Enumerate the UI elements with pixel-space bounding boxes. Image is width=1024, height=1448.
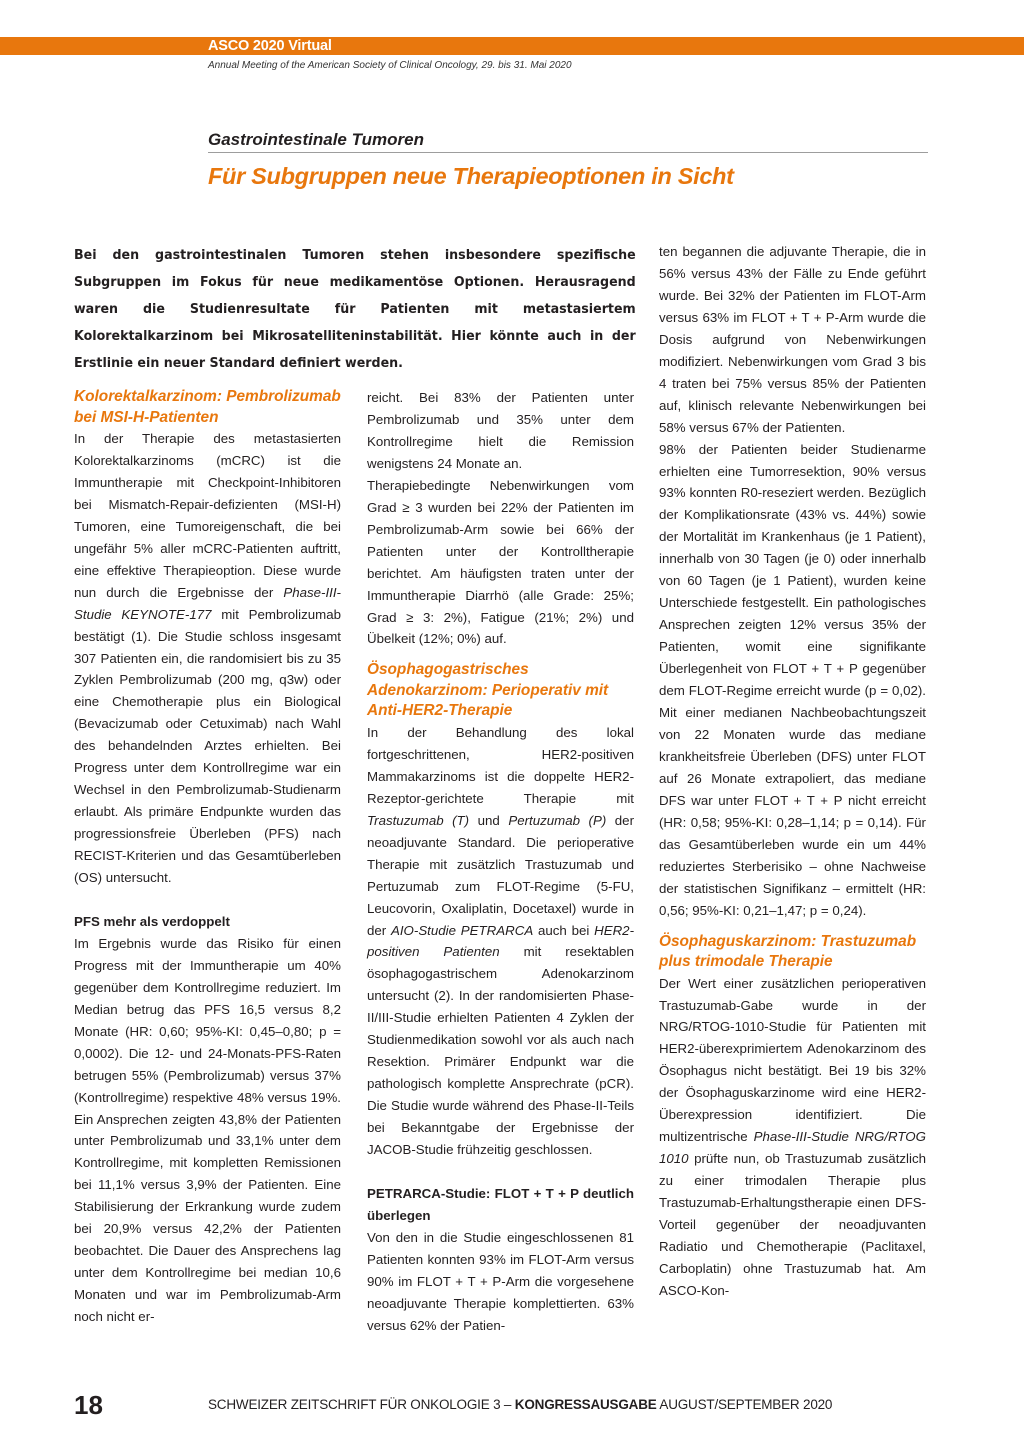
- paragraph: Der Wert einer zusätzlichen perioperativen Trastuzumab-Gabe wurde in der NRG/RTOG-1010-Studie für Patienten mit HER2-überexprimiertem Adenokarzinom des Ösophagus nicht bestätigt. Bei 19 bis 32% der Ösophaguskarzinome wird eine HER2-Überexpression identifiziert. Die multizentrische Phase-III-Studie NRG/RTOG 1010 prüfte nun, ob Trastuzumab zusätzlich zu einer trimodalen Therapie plus Trastuzumab-Erhaltungstherapie einen DFS-Vorteil gegenüber der neoadjuvanten Radiatio und Chemotherapie (Paclitaxel, Carboplatin) ohne Trastuzumab hat. Am ASCO-Kon-: [659, 975, 926, 1298]
- paragraph: In der Behandlung des lokal fortgeschrittenen, HER2-positiven Mammakarzinoms ist die doppelte HER2-Rezeptor-gerichtete Therapie mit Trastuzumab (T) und Pertuzumab (P) der neoadjuvante Standard. Die perioperative Therapie mit zusätzlich Trastuzumab und Pertuzumab zum FLOT-Regime (5-FU, Leucovorin, Oxaliplatin, Docetaxel) wurde in der AIO-Studie PETRARCA auch bei HER2-positiven Patienten mit resektablen ösophagogastrischem Adenokarzinom untersucht (2). In der randomisierten Phase-II/III-Studie erhielten Patienten 4 Zyklen der Studienmedikation sowohl vor als auch nach Resektion. Primärer Endpunkt war die pathologisch komplette Ansprechrate (pCR). Die Studie wurde während des Phase-II-Teils bei Bekanntgabe der Ergebnisse der JACOB-Studie frühzeitig geschlossen.: [367, 724, 634, 1158]
- paragraph: reicht. Bei 83% der Patienten unter Pembrolizumab und 35% unter dem Kontrollregime hielt die Remission wenigstens 24 Monate an.: [367, 390, 634, 471]
- paragraph: ten begannen die adjuvante Therapie, die in 56% versus 43% der Fälle zu Ende geführt wurde. Bei 32% der Patienten im FLOT-Arm versus 63% im FLOT + T + P-Arm wurde die Dosis aufgrund von Nebenwirkungen modifiziert. Nebenwirkungen vom Grad 3 bis 4 traten bei 75% versus 85% der Patienten auf, klinisch relevante Nebenwirkungen bei 58% versus 67% der Patienten.: [659, 244, 926, 435]
- subheading-oesophaguskarzinom: Ösophaguskarzinom: Trastuzumab plus trimodale Therapie: [659, 932, 917, 971]
- subheading-pfs: PFS mehr als verdoppelt: [74, 913, 230, 929]
- journal-footer: SCHWEIZER ZEITSCHRIFT FÜR ONKOLOGIE 3 – KONGRESSAUSGABE AUGUST/SEPTEMBER 2020: [208, 1397, 833, 1412]
- text-column-3: [659, 241, 926, 1302]
- paragraph: Von den in die Studie eingeschlossenen 81 Patienten konnten 93% im FLOT-Arm versus 90% im FLOT + T + P-Arm die vorgesehene neoadjuvante Therapie komplettierten. 63% versus 62% der Patien-: [367, 1229, 634, 1333]
- section-divider: [208, 152, 928, 153]
- article-lead: Bei den gastrointestinalen Tumoren stehen insbesondere spezifische Subgruppen im Fokus für neue medikamentöse Optionen. Herausragend waren die Studienresultate für Patienten mit metastasiertem Kolorektalkarzinom bei Mikrosatelliteninstabilität. Hier könnte auch in der Erstlinie ein neuer Standard definiert werden.: [74, 247, 636, 371]
- text-column-2: [367, 387, 634, 1337]
- text-column-1: [74, 387, 341, 1328]
- header-bar: [0, 37, 1024, 55]
- article-title: Für Subgruppen neue Therapieoptionen in Sicht: [208, 163, 734, 189]
- subheading-kolorektal: Kolorektalkarzinom: Pembrolizumab bei MSI-H-Patienten: [74, 388, 341, 426]
- page-number: 18: [74, 1390, 103, 1420]
- conference-subtitle: Annual Meeting of the American Society of Clinical Oncology, 29. bis 31. Mai 2020: [208, 60, 572, 71]
- conference-title: ASCO 2020 Virtual: [208, 38, 332, 54]
- paragraph: In der Therapie des metastasierten Kolorektalkarzinoms (mCRC) ist die Immuntherapie mit Checkpoint-Inhibitoren bei Mismatch-Repair-defizienten (MSI-H) Tumoren, eine Tumoreigenschaft, die bei ungefähr 5% aller mCRC-Patienten auftritt, eine effektive Therapieoption. Diese wurde nun durch die Ergebnisse der Phase-III-Studie KEYNOTE-177 mit Pembrolizumab bestätigt (1). Die Studie schloss insgesamt 307 Patienten ein, die randomisiert bis zu 35 Zyklen Pembrolizumab (200 mg, q3w) oder eine Chemotherapie plus ein Biological (Bevacizumab oder Cetuximab) nach Wahl des behandelnden Arztes erhielten. Bei Progress unter dem Kontrollregime war ein Wechsel in den Pembrolizumab-Studienarm erlaubt. Als primäre Endpunkte wurden das progressionsfreie Überleben (PFS) nach RECIST-Kriterien und das Gesamtüberleben (OS) untersucht.: [74, 431, 341, 886]
- section-label: Gastrointestinale Tumoren: [208, 130, 425, 149]
- subheading-petrarca: PETRARCA-Studie: FLOT + T + P deutlich überlegen: [367, 1185, 634, 1223]
- subheading-oesophagogastrisch: Ösophagogastrisches Adenokarzinom: Perioperativ mit Anti-HER2-Therapie: [367, 661, 609, 720]
- paragraph: 98% der Patienten beider Studienarme erhielten eine Tumorresektion, 90% versus 93% konnten R0-reseziert werden. Bezüglich der Komplikationsrate (43% vs. 44%) sowie der Mortalität im Krankenhaus (je 1 Patient), innerhalb von 30 Tagen (je 0) oder innerhalb von 60 Tagen (je 1 Patient), wurden keine Unterschiede festgestellt. Ein pathologisches Ansprechen zeigten 12% versus 35% der Patienten, womit eine signifikante Überlegenheit von FLOT + T + P gegenüber dem FLOT-Regime erreicht wurde (p = 0,02). Mit einer medianen Nachbeobachtungszeit von 22 Monaten wurde das mediane krankheitsfreie Überleben (DFS) unter FLOT auf 26 Monate extrapoliert, das mediane DFS war unter FLOT + T + P nicht erreicht (HR: 0,58; 95%-KI: 0,28–1,14; p = 0,14). Für das Gesamtüberleben wurde ein um 44% reduziertes Sterberisiko – ohne Nachweise der statistischen Signifikanz – ermittelt (HR: 0,56; 95%-KI: 0,21–1,47; p = 0,24).: [659, 441, 926, 918]
- paragraph: Therapiebedingte Nebenwirkungen vom Grad ≥ 3 wurden bei 22% der Patienten im Pembrolizumab-Arm sowie bei 66% der Patienten unter der Kontrolltherapie berichtet. Am häufigsten traten unter der Immuntherapie Diarrhö (alle Grade: 25%; Grad ≥ 3: 2%), Fatigue (21%; 2%) und Übelkeit (12%; 0%) auf.: [367, 477, 634, 647]
- paragraph: Im Ergebnis wurde das Risiko für einen Progress mit der Immuntherapie um 40% gegenüber dem Kontrollregime reduziert. Im Median betrug das PFS 16,5 versus 8,2 Monate (HR: 0,60; 95%-KI: 0,45–0,80; p = 0,0002). Die 12- und 24-Monats-PFS-Raten betrugen 55% (Pembrolizumab) versus 37% (Kontrollregime) respektive 48% versus 19%. Ein Ansprechen zeigten 43,8% der Patienten unter Pembrolizumab und 33,1% unter dem Kontrollregime, mit kompletten Remissionen bei 11,1% versus 3,9% der Patienten. Eine Stabilisierung der Erkrankung wurde zudem bei 20,9% versus 42,2% der Patienten beobachtet. Die Dauer des Ansprechens lag unter dem Kontrollregime bei median 10,6 Monaten und war im Pembrolizumab-Arm noch nicht er-: [74, 935, 341, 1325]
